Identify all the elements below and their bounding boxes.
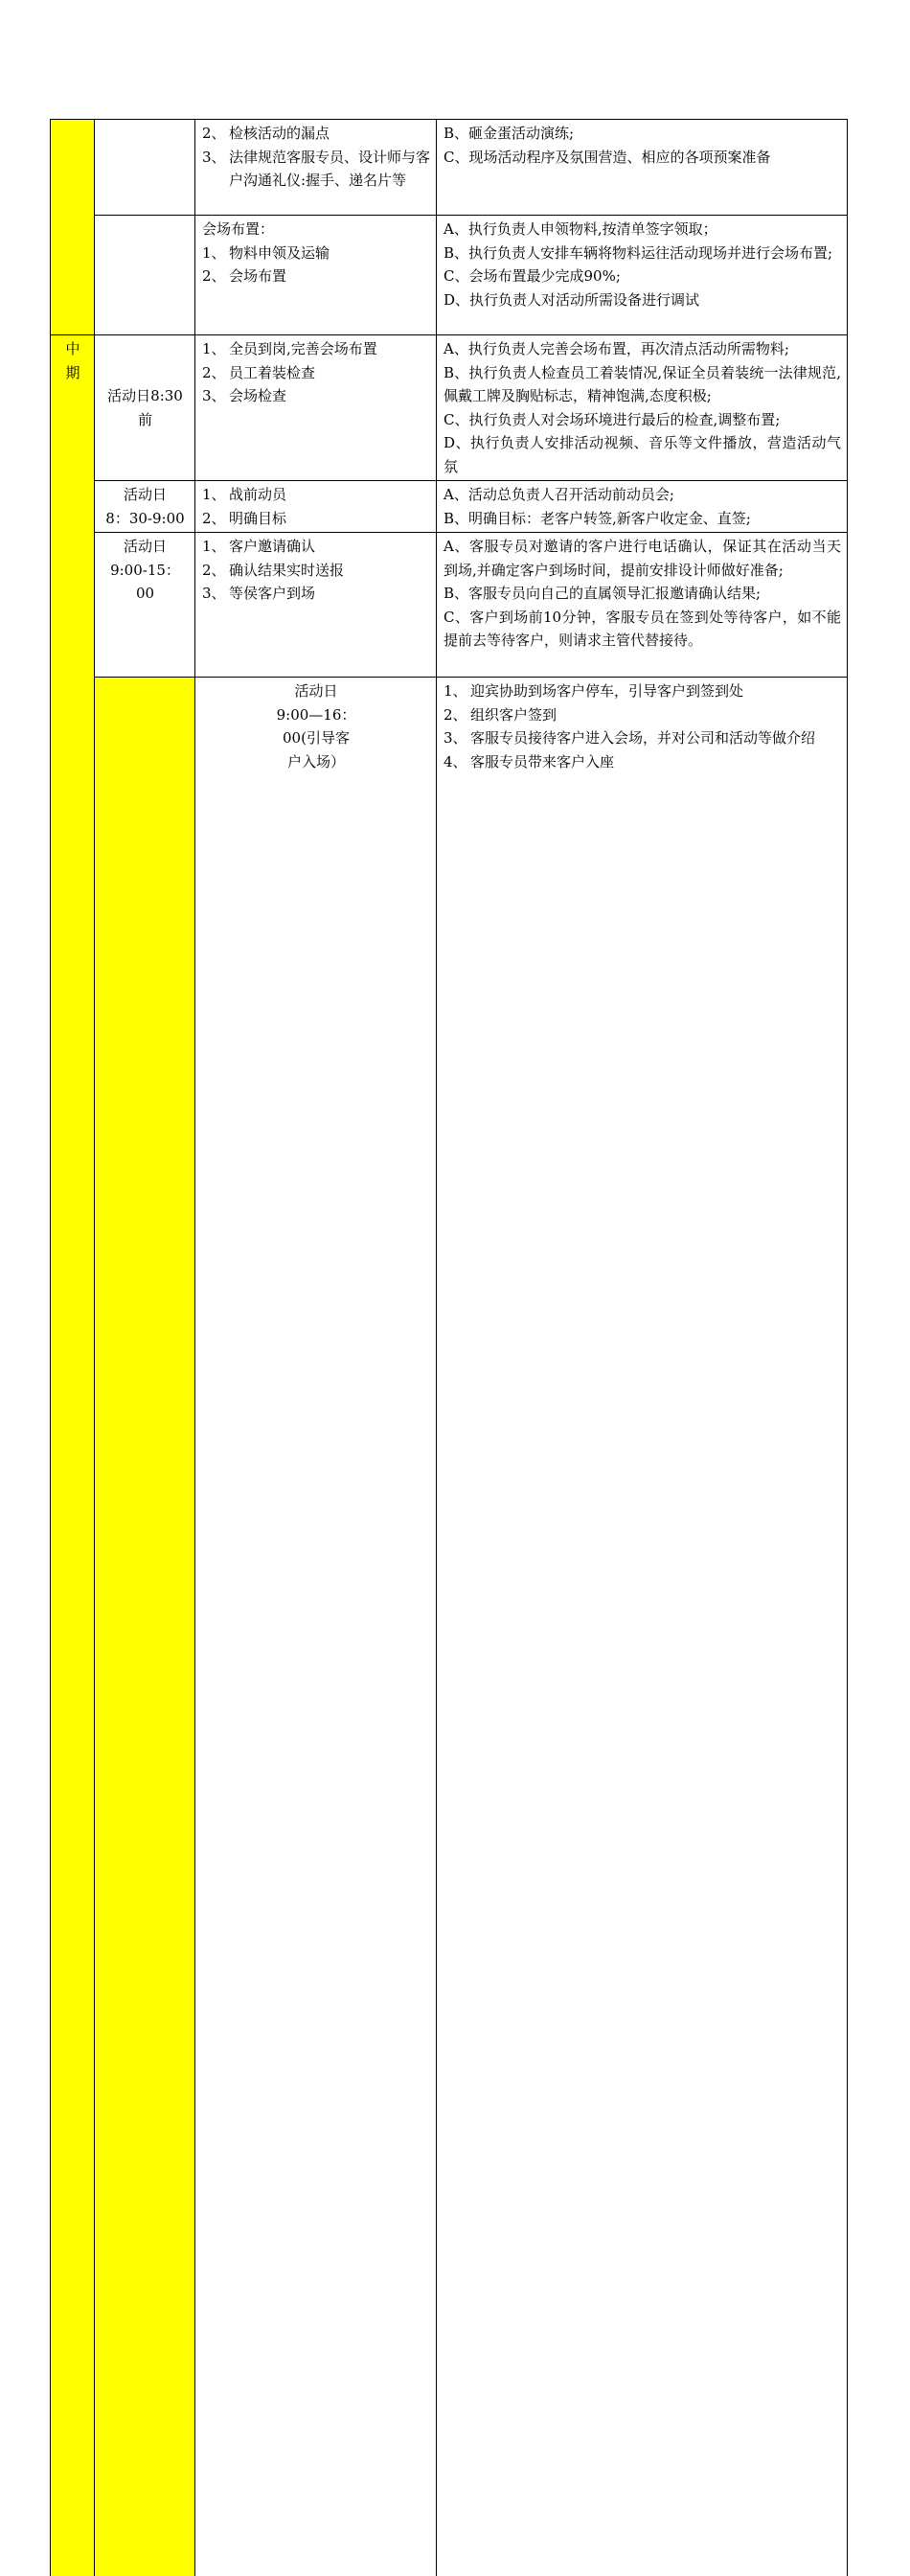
details-cell xyxy=(437,120,848,216)
table-row xyxy=(51,335,848,481)
time-cell: 活动日 9:00-15：00 xyxy=(95,533,195,678)
steps-cell xyxy=(195,216,437,335)
table-row xyxy=(51,120,848,216)
detail-line: A、执行负责人完善会场布置，再次清点活动所需物料; xyxy=(444,337,841,361)
list-item: 4、 客服专员带来客户入座 xyxy=(444,750,841,774)
list-item: 2、 明确目标 xyxy=(202,507,430,531)
detail-line: B、明确目标：老客户转签,新客户收定金、直签; xyxy=(444,507,841,531)
steps-cell xyxy=(195,533,437,678)
time-cell: 活动日8:30 前 xyxy=(95,335,195,481)
list-item: 1、 迎宾协助到场客户停车，引导客户到签到处 xyxy=(444,679,841,703)
time-cell xyxy=(95,120,195,216)
time-cell: 活动日 8：30-9:00 xyxy=(95,481,195,533)
list-item: 2、 检核活动的漏点 xyxy=(202,122,430,146)
list-item: 1、 全员到岗,完善会场布置 xyxy=(202,337,430,361)
list-item: 1、 战前动员 xyxy=(202,483,430,507)
detail-line: D、执行负责人对活动所需设备进行调试 xyxy=(444,288,841,312)
phase-label-char: 中 xyxy=(57,337,88,361)
detail-line: A、活动总负责人召开活动前动员会; xyxy=(444,483,841,507)
detail-line: B、执行负责人检查员工着装情况,保证全员着装统一法律规范,佩戴工牌及胸贴标志，精神饱满,态度积极; xyxy=(444,361,841,408)
detail-line: C、现场活动程序及氛围营造、相应的各项预案准备 xyxy=(444,146,841,170)
steps-cell xyxy=(195,481,437,533)
details-cell xyxy=(437,216,848,335)
detail-line: C、会场布置最少完成90%; xyxy=(444,264,841,288)
list-item: 1、 物料申领及运输 xyxy=(202,242,430,265)
activity-plan-table xyxy=(50,119,848,2576)
list-item: 2、 组织客户签到 xyxy=(444,703,841,727)
detail-line: D、执行负责人安排活动视频、音乐等文件播放，营造活动气氛 xyxy=(444,431,841,478)
detail-line: C、客户到场前10分钟，客服专员在签到处等待客户，如不能提前去等待客户，则请求主管代替接待。 xyxy=(444,606,841,653)
list-item: 3、 法律规范客服专员、设计师与客户沟通礼仪:握手、递名片等 xyxy=(202,146,430,193)
list-item: 3、 客服专员接待客户进入会场，并对公司和活动等做介绍 xyxy=(444,726,841,750)
details-cell xyxy=(437,533,848,678)
steps-cell xyxy=(195,120,437,216)
list-item: 3、 会场检查 xyxy=(202,384,430,408)
list-item: 2、 员工着装检查 xyxy=(202,361,430,385)
phase-cell-late xyxy=(95,678,195,2576)
details-cell xyxy=(437,481,848,533)
steps-cell xyxy=(195,335,437,481)
section-heading: 会场布置： xyxy=(202,218,430,242)
detail-line: B、客服专员向自己的直属领导汇报邀请确认结果; xyxy=(444,582,841,606)
detail-line: A、客服专员对邀请的客户进行电话确认，保证其在活动当天到场,并确定客户到场时间，提前安排设计师做好准备; xyxy=(444,535,841,582)
list-item: 2、 确认结果实时送报 xyxy=(202,559,430,583)
detail-line: A、执行负责人申领物料,按清单签字领取； xyxy=(444,218,841,242)
time-cell xyxy=(95,216,195,335)
detail-line: B、执行负责人安排车辆将物料运往活动现场并进行会场布置; xyxy=(444,242,841,265)
table-row xyxy=(51,678,848,2576)
list-item: 3、 等侯客户到场 xyxy=(202,582,430,606)
details-cell xyxy=(437,335,848,481)
detail-line: C、执行负责人对会场环境进行最后的检查,调整布置; xyxy=(444,408,841,432)
phase-cell-early xyxy=(51,120,95,335)
phase-label-char: 期 xyxy=(57,361,88,385)
table-row xyxy=(51,481,848,533)
table-row xyxy=(51,216,848,335)
table-row xyxy=(51,533,848,678)
list-item: 2、 会场布置 xyxy=(202,264,430,288)
detail-line: B、砸金蛋活动演练; xyxy=(444,122,841,146)
phase-cell-middle xyxy=(51,335,95,2576)
list-item: 1、 客户邀请确认 xyxy=(202,535,430,559)
steps-cell xyxy=(437,678,848,2576)
time-cell: 活动日 9:00—16： 00(引导客 户入场） xyxy=(195,678,437,2576)
